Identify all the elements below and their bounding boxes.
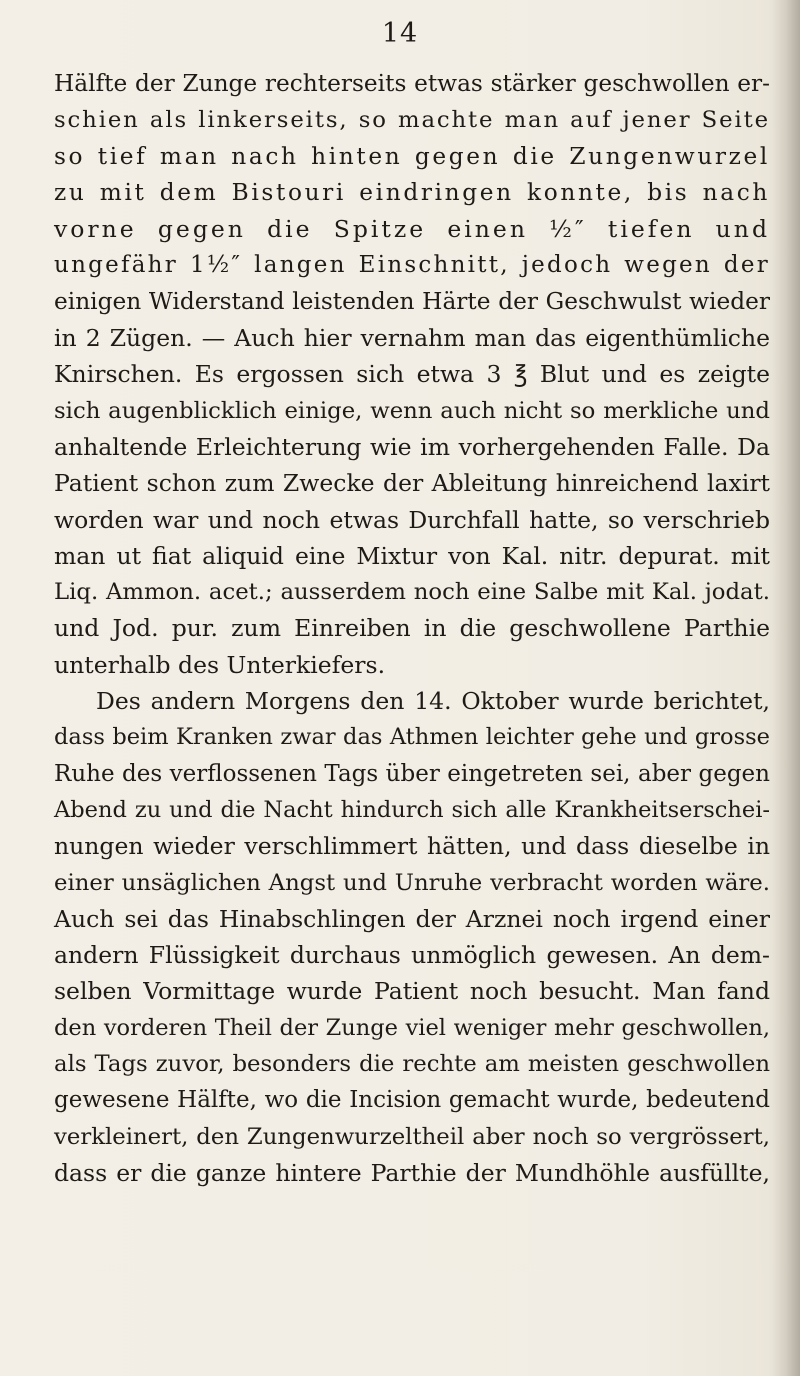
text-line: dass beim Kranken zwar das Athmen leichter gehe und grosse bbox=[54, 724, 770, 751]
text-line: einigen Widerstand leistenden Härte der Geschwulst wieder bbox=[54, 287, 770, 315]
text-line: in 2 Zügen. — Auch hier vernahm man das eigenthümliche bbox=[54, 324, 770, 353]
text-line: vorne gegen die Spitze einen ½″ tiefen und bbox=[54, 215, 770, 244]
text-line: gewesene Hälfte, wo die Incision gemacht wurde, bedeutend bbox=[54, 1087, 770, 1114]
text-line: Liq. Ammon. acet.; ausserdem noch eine Salbe mit Kal. jodat. bbox=[54, 579, 770, 606]
body-text bbox=[54, 66, 770, 1191]
text-line: unterhalb des Unterkiefers. bbox=[54, 650, 386, 679]
text-line: den vorderen Theil der Zunge viel weniger mehr geschwollen, bbox=[54, 1014, 770, 1041]
page-edge-shadow bbox=[772, 0, 800, 1376]
text-line: Des andern Morgens den 14. Oktober wurde berichtet, bbox=[96, 687, 770, 716]
text-line: worden war und noch etwas Durchfall hatte, so verschrieb bbox=[54, 505, 770, 534]
page-number: 14 bbox=[381, 18, 419, 49]
text-line: sich augenblicklich einige, wenn auch nicht so merkliche und bbox=[54, 397, 770, 424]
text-line: Abend zu und die Nacht hindurch sich alle Krankheitserschei- bbox=[54, 796, 770, 823]
text-line: dass er die ganze hintere Parthie der Mundhöhle ausfüllte, bbox=[54, 1158, 770, 1187]
text-line: so tief man nach hinten gegen die Zungenwurzel bbox=[54, 142, 770, 170]
text-line: verkleinert, den Zungenwurzeltheil aber noch so vergrössert, bbox=[54, 1123, 770, 1150]
text-line: andern Flüssigkeit durchaus unmöglich gewesen. An dem- bbox=[54, 941, 770, 970]
text-line: Knirschen. Es ergossen sich etwa 3 ℥ Blut und es zeigte bbox=[54, 360, 770, 389]
text-line: und Jod. pur. zum Einreiben in die geschwollene Parthie bbox=[54, 614, 770, 643]
text-line: selben Vormittage wurde Patient noch besucht. Man fand bbox=[54, 977, 770, 1006]
text-line: zu mit dem Bistouri eindringen konnte, bis nach bbox=[54, 178, 770, 206]
text-line: ungefähr 1½″ langen Einschnitt, jedoch wegen der bbox=[54, 252, 770, 279]
text-line: anhaltende Erleichterung wie im vorhergehenden Falle. Da bbox=[54, 432, 770, 461]
text-line: Ruhe des verflossenen Tags über eingetreten sei, aber gegen bbox=[54, 760, 770, 787]
text-line: einer unsäglichen Angst und Unruhe verbracht worden wäre. bbox=[54, 869, 770, 896]
text-line: Hälfte der Zunge rechterseits etwas stärker geschwollen er- bbox=[54, 70, 770, 97]
text-line: Patient schon zum Zwecke der Ableitung hinreichend laxirt bbox=[54, 469, 770, 498]
text-line: Auch sei das Hinabschlingen der Arznei noch irgend einer bbox=[54, 904, 770, 933]
text-line: man ut fiat aliquid eine Mixtur von Kal. nitr. depurat. mit bbox=[54, 541, 770, 570]
text-line: schien als linkerseits, so machte man auf jener Seite bbox=[54, 107, 770, 134]
text-line: nungen wieder verschlimmert hätten, und dass dieselbe in bbox=[54, 832, 770, 861]
text-line: als Tags zuvor, besonders die rechte am meisten geschwollen bbox=[54, 1051, 770, 1078]
